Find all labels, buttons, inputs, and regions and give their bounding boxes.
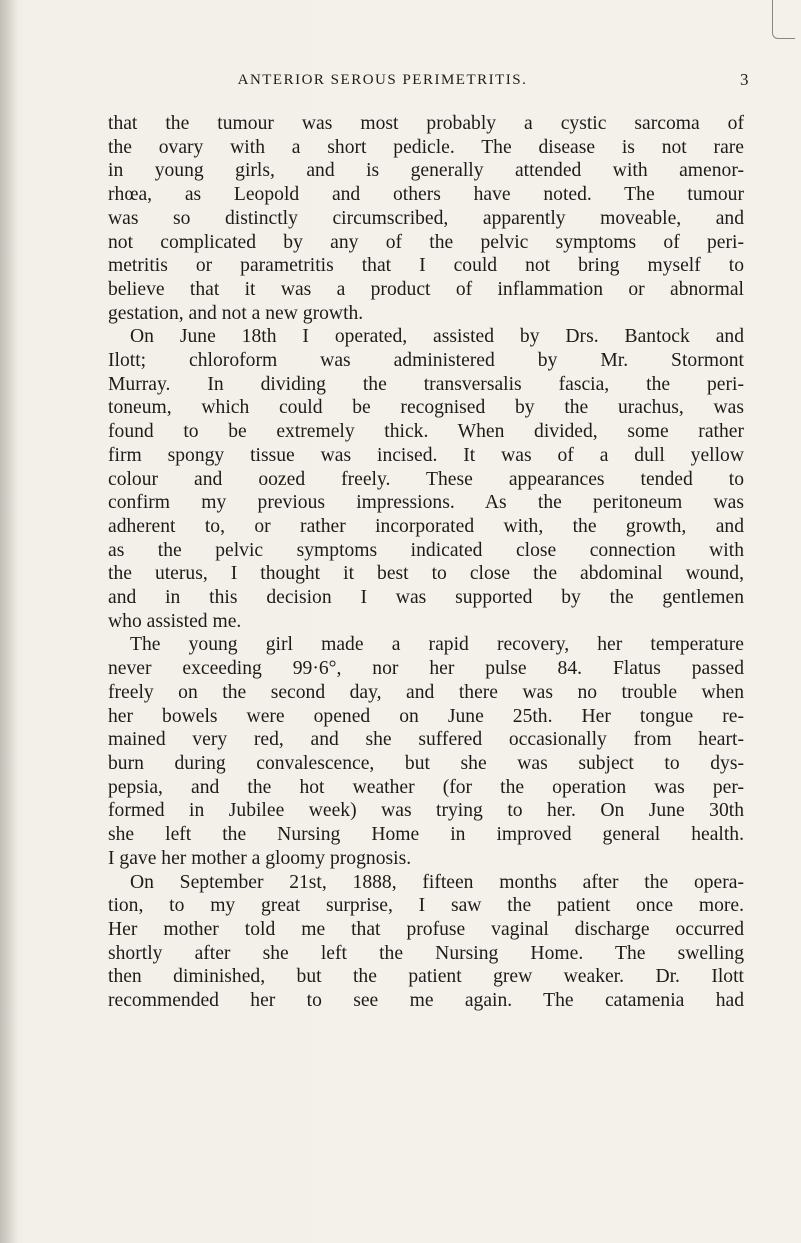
paragraph-start: On September 21st, 1888, fifteen months after the opera-	[130, 871, 744, 893]
text-line: toneum, which could be recognised by the urachus, was	[108, 397, 744, 419]
text-line: freely on the second day, and there was no trouble when	[108, 681, 744, 703]
text-line: I gave her mother a gloomy prognosis.	[108, 847, 412, 869]
text-line: gestation, and not a new growth.	[108, 302, 364, 324]
page-number: 3	[740, 70, 749, 89]
text-line: not complicated by any of the pelvic symptoms of peri-	[108, 231, 744, 253]
text-line: adherent to, or rather incorporated with, the growth, and	[108, 515, 744, 537]
text-line: the uterus, I thought it best to close the abdominal wound,	[108, 563, 744, 585]
text-line: was so distinctly circumscribed, apparently moveable, and	[108, 207, 744, 229]
text-line: who assisted me.	[108, 610, 242, 632]
text-line: her bowels were opened on June 25th. Her tongue re-	[108, 705, 744, 727]
text-line: confirm my previous impressions. As the peritoneum was	[108, 492, 744, 514]
text-line: in young girls, and is generally attended with amenor-	[108, 160, 744, 182]
running-head: ANTERIOR SEROUS PERIMETRITIS.	[237, 72, 528, 88]
text-line: found to be extremely thick. When divided, some rather	[108, 421, 744, 443]
text-line: as the pelvic symptoms indicated close connection with	[108, 539, 744, 561]
paragraph-start: The young girl made a rapid recovery, her temperature	[130, 634, 744, 656]
text-line: then diminished, but the patient grew weaker. Dr. Ilott	[108, 966, 744, 988]
text-line: burn during convalescence, but she was subject to dys-	[108, 752, 744, 774]
text-line: mained very red, and she suffered occasionally from heart-	[108, 729, 744, 751]
text-line: colour and oozed freely. These appearances tended to	[108, 468, 744, 490]
text-line: believe that it was a product of inflammation or abnormal	[108, 278, 744, 300]
text-line: Ilott; chloroform was administered by Mr. Stormont	[108, 350, 744, 372]
text-line: the ovary with a short pedicle. The disease is not rare	[108, 136, 744, 158]
text-line: Murray. In dividing the transversalis fascia, the peri-	[108, 373, 744, 395]
text-line: rhœa, as Leopold and others have noted. The tumour	[108, 184, 744, 206]
text-line: firm spongy tissue was incised. It was of a dull yellow	[108, 444, 744, 466]
text-line: tion, to my great surprise, I saw the patient once more.	[108, 895, 744, 917]
text-line: formed in Jubilee week) was trying to her. On June 30th	[108, 800, 744, 822]
text-line: she left the Nursing Home in improved general health.	[108, 824, 744, 846]
text-line: that the tumour was most probably a cystic sarcoma of	[108, 113, 744, 134]
text-line: pepsia, and the hot weather (for the operation was per-	[108, 776, 744, 798]
text-line: metritis or parametritis that I could not bring myself to	[108, 255, 744, 277]
binding-shadow	[0, 0, 18, 1243]
text-line: never exceeding 99·6°, nor her pulse 84. Flatus passed	[108, 658, 744, 680]
text-line: and in this decision I was supported by the gentlemen	[108, 587, 744, 609]
text-line: recommended her to see me again. The catamenia had	[108, 990, 744, 1012]
body-text	[108, 112, 744, 1013]
text-line: Her mother told me that profuse vaginal discharge occurred	[108, 918, 744, 940]
paragraph-start: On June 18th I operated, assisted by Drs. Bantock and	[130, 326, 744, 348]
text-line: shortly after she left the Nursing Home. The swelling	[108, 942, 744, 964]
page-corner-mark	[772, 0, 795, 39]
